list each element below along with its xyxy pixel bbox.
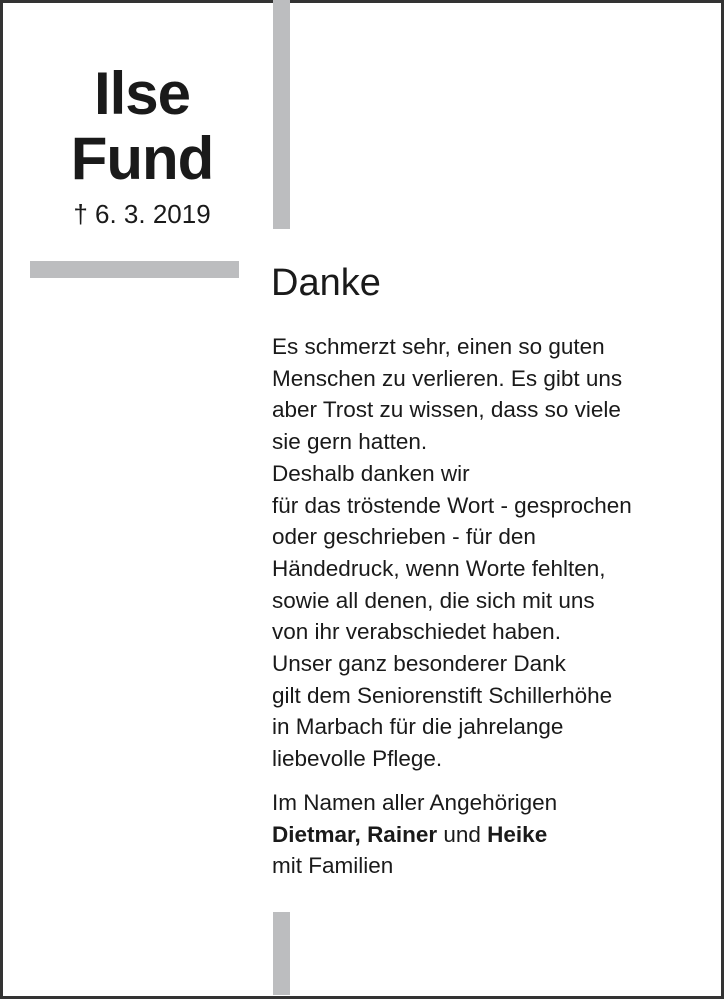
- text-line: für das tröstende Wort - gesprochen: [272, 492, 632, 518]
- death-date: † 6. 3. 2019: [73, 199, 211, 229]
- text-line: gilt dem Seniorenstift Schillerhöhe: [272, 682, 613, 708]
- text-line: sie gern hatten.: [272, 429, 428, 455]
- deceased-last-name: Fund: [70, 125, 214, 192]
- text-line: aber Trost zu wissen, dass so viele: [272, 397, 621, 423]
- message-body: [272, 331, 632, 882]
- text-line: liebevolle Pflege.: [272, 746, 443, 772]
- text-line: in Marbach für die jahrelange: [272, 714, 564, 740]
- signer-name: Dietmar,: [272, 821, 361, 847]
- text-line: von ihr verabschiedet haben.: [272, 619, 561, 645]
- text-line: Es schmerzt sehr, einen so guten: [272, 334, 605, 359]
- text-line: Unser ganz besonderer Dank: [272, 651, 566, 677]
- signature-names: [272, 819, 632, 851]
- decorative-horizontal-bar: [30, 261, 239, 278]
- text-line: Händedruck, wenn Worte fehlten,: [272, 555, 606, 581]
- signer-name: Heike: [487, 821, 548, 847]
- signer-name: Rainer: [367, 821, 438, 847]
- decorative-vertical-bar-bottom: [273, 912, 290, 995]
- signature: [272, 787, 632, 882]
- decorative-vertical-bar-top: [273, 0, 290, 229]
- heading: Danke: [271, 262, 381, 304]
- paragraph-3: [272, 648, 632, 775]
- signature-intro: Im Namen aller Angehörigen: [272, 789, 558, 815]
- text-line: Menschen zu verlieren. Es gibt uns: [272, 365, 623, 391]
- paragraph-2: [272, 458, 632, 648]
- deceased-first-name: Ilse: [93, 60, 191, 127]
- text-line: sowie all denen, die sich mit uns: [272, 587, 595, 613]
- text-line: oder geschrieben - für den: [272, 524, 536, 550]
- text-line: Deshalb danken wir: [272, 460, 470, 486]
- paragraph-1: [272, 331, 632, 458]
- conjunction: und: [443, 821, 481, 847]
- signature-outro: mit Familien: [272, 853, 394, 879]
